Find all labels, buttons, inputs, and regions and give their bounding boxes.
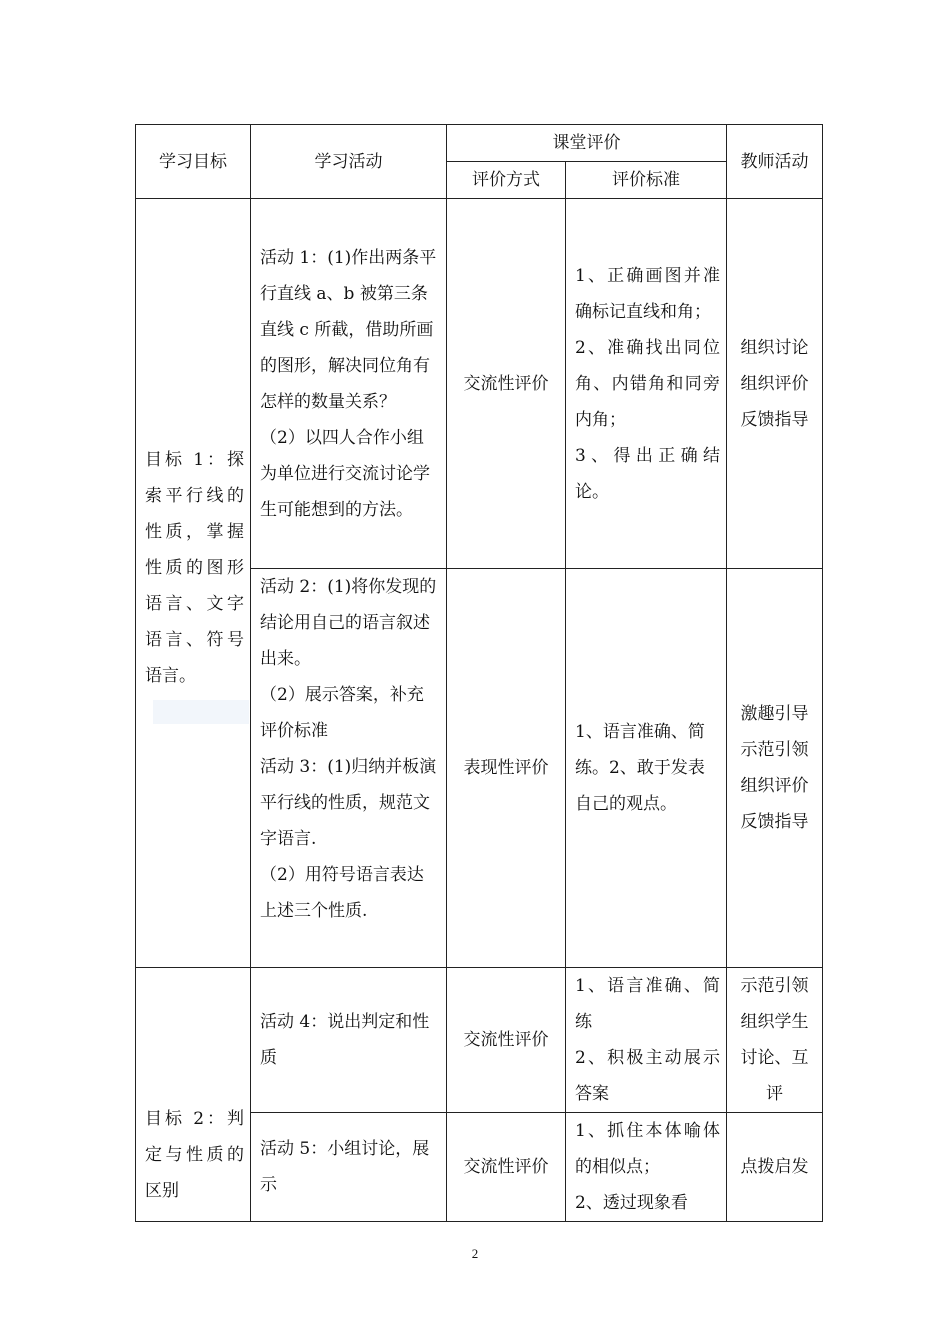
goal-1-label: 目标 1：探索平行线的性质，掌握性质的图形语言、文字语言、符号语言。 — [145, 450, 244, 686]
standard-item: 2、准确找出同位角、内错角和同旁内角； — [575, 337, 720, 430]
goal-1-cell — [136, 199, 251, 968]
activity-3-text: 活动 3：(1)归纳并板演平行线的性质，规范文字语言. — [260, 757, 437, 849]
activity-4-cell: 活动 4：说出判定和性质 — [251, 968, 447, 1113]
standard-item: 1、正确画图并准确标记直线和角； — [575, 265, 720, 322]
teacher-action: 反馈指导 — [740, 812, 809, 832]
standard-item: 1、语言准确、简练 — [575, 976, 720, 1032]
activity-1-cell — [251, 199, 447, 569]
standard-item: 1、语言准确、简练。2、敢于发表自己的观点。 — [575, 722, 705, 814]
teacher-action: 示范引领 — [740, 740, 809, 760]
header-activity: 学习活动 — [251, 125, 447, 199]
activity-2-3-cell — [251, 569, 447, 968]
lesson-evaluation-table — [135, 124, 823, 1222]
teacher-action: 评 — [766, 1084, 783, 1104]
method-cell: 交流性评价 — [447, 1113, 566, 1222]
header-goal: 学习目标 — [136, 125, 251, 199]
header-method: 评价方式 — [447, 162, 566, 199]
goal-2-cell — [136, 968, 251, 1222]
activity-3-sub-text: （2）用符号语言表达上述三个性质. — [260, 865, 424, 921]
activity-2-text: 活动 2：(1)将你发现的结论用自己的语言叙述出来。 — [260, 577, 437, 669]
teacher-cell — [727, 569, 823, 968]
page-number: 2 — [471, 1246, 479, 1261]
teacher-action: 组织评价 — [740, 776, 809, 796]
header-teacher: 教师活动 — [727, 125, 823, 199]
header-standard: 评价标准 — [566, 162, 727, 199]
method-cell: 表现性评价 — [447, 569, 566, 968]
activity-2-sub-text: （2）展示答案，补充评价标准 — [260, 685, 424, 741]
goal-2-label: 目标 2：判定与性质的区别 — [145, 1108, 244, 1201]
method-cell: 交流性评价 — [447, 968, 566, 1113]
standard-cell — [566, 1113, 727, 1222]
method-cell: 交流性评价 — [447, 199, 566, 569]
standard-item: 1、抓住本体喻体的相似点； — [575, 1121, 720, 1177]
teacher-action: 反馈指导 — [740, 409, 809, 430]
standard-item: 2、积极主动展示答案 — [575, 1048, 720, 1104]
teacher-cell: 点拨启发 — [727, 1113, 823, 1222]
teacher-action: 组织讨论 — [740, 337, 809, 358]
activity-1-group-text: （2）以四人合作小组为单位进行交流讨论学生可能想到的方法。 — [260, 427, 430, 520]
teacher-action: 组织学生 — [740, 1012, 809, 1032]
teacher-action: 示范引领 — [740, 976, 809, 996]
teacher-cell — [727, 199, 823, 569]
activity-1-text: 活动 1：(1)作出两条平行直线 a、b 被第三条直线 c 所截，借助所画的图形，解决同位角有怎样的数量关系？ — [260, 247, 437, 412]
activity-5-cell: 活动 5：小组讨论，展示 — [251, 1113, 447, 1222]
standard-cell — [566, 569, 727, 968]
highlight-block — [153, 700, 249, 724]
standard-cell — [566, 199, 727, 569]
teacher-action: 组织评价 — [740, 373, 809, 394]
teacher-action: 激趣引导 — [740, 704, 809, 724]
teacher-cell — [727, 968, 823, 1113]
teacher-action: 讨论、互 — [740, 1048, 809, 1068]
header-evaluation: 课堂评价 — [447, 125, 727, 162]
standard-item: 3、得出正确结论。 — [575, 445, 720, 502]
standard-item: 2、透过现象看 — [575, 1193, 688, 1213]
standard-cell — [566, 968, 727, 1113]
